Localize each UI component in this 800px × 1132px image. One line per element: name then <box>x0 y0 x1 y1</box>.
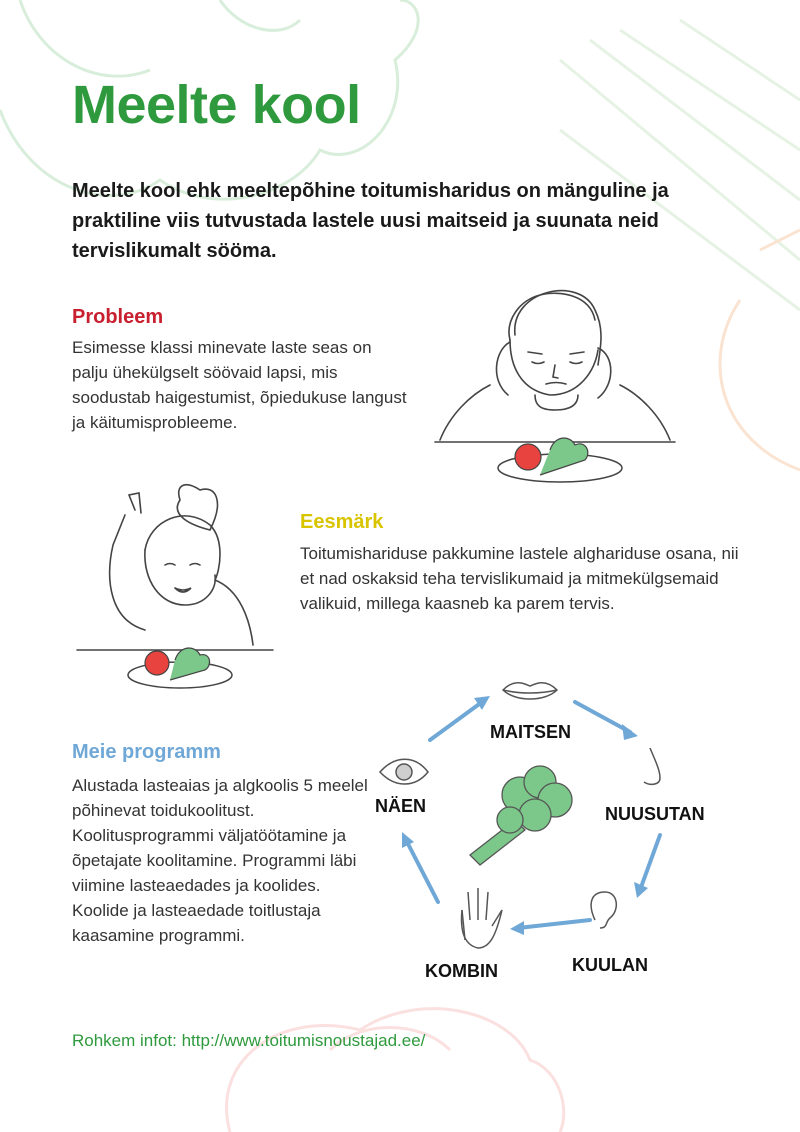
intro-paragraph: Meelte kool ehk meeltepõhine toitumisharidus on mänguline ja praktiline viis tutvustada lastele uusi maitseid ja suunata neid tervislikumalt sööma. <box>72 180 669 262</box>
lips-icon <box>503 683 557 699</box>
program-heading: Meie programm <box>72 741 221 763</box>
sense-label-hear: KUULAN <box>572 955 648 975</box>
sense-label-see: NÄEN <box>375 796 427 816</box>
arrow-touch-to-see <box>406 840 438 902</box>
program-text: Alustada lasteaias ja algkoolis 5 meelel põhinevat toidukoolitust. Koolitusprogrammi väljatöötamine ja õpetajate koolitamine. Programmi läbi viimine lasteaedades ja koolides. Koolide ja lasteaedade toitlustaja kaasamine programmi. <box>72 776 368 945</box>
hand-icon <box>462 888 502 948</box>
sense-label-taste: MAITSEN <box>490 722 571 742</box>
happy-child-illustration <box>75 470 275 695</box>
sad-child-illustration <box>430 270 680 495</box>
arrow-smell-to-hear <box>640 835 660 890</box>
arrow-taste-to-smell <box>575 702 630 732</box>
page-title: Meelte kool <box>72 75 361 135</box>
arrow-see-to-taste <box>430 702 482 740</box>
sense-label-smell: NUUSUTAN <box>605 804 705 824</box>
problem-text: Esimesse klassi minevate laste seas on palju ühekülgselt söövaid lapsi, mis soodustab haigestumist, õpiedukuse langust ja käitumisprobleeme. <box>72 338 407 432</box>
eye-icon <box>380 759 428 784</box>
goal-heading: Eesmärk <box>300 511 384 533</box>
nose-icon <box>644 748 660 784</box>
goal-text: Toitumishariduse pakkumine lastele alghariduse osana, nii et nad oskaksid teha tervislikumaid ja mitmekülgsemaid valikuid, millega kaasneb ka parem tervis. <box>300 544 739 613</box>
arrow-hear-to-touch <box>518 920 590 928</box>
ear-icon <box>591 892 616 928</box>
broccoli-icon <box>470 766 572 865</box>
problem-heading: Probleem <box>72 306 164 328</box>
sense-label-touch: KOMBIN <box>425 961 498 981</box>
more-info-link[interactable]: Rohkem infot: http://www.toitumisnoustajad.ee/ <box>72 1031 426 1050</box>
